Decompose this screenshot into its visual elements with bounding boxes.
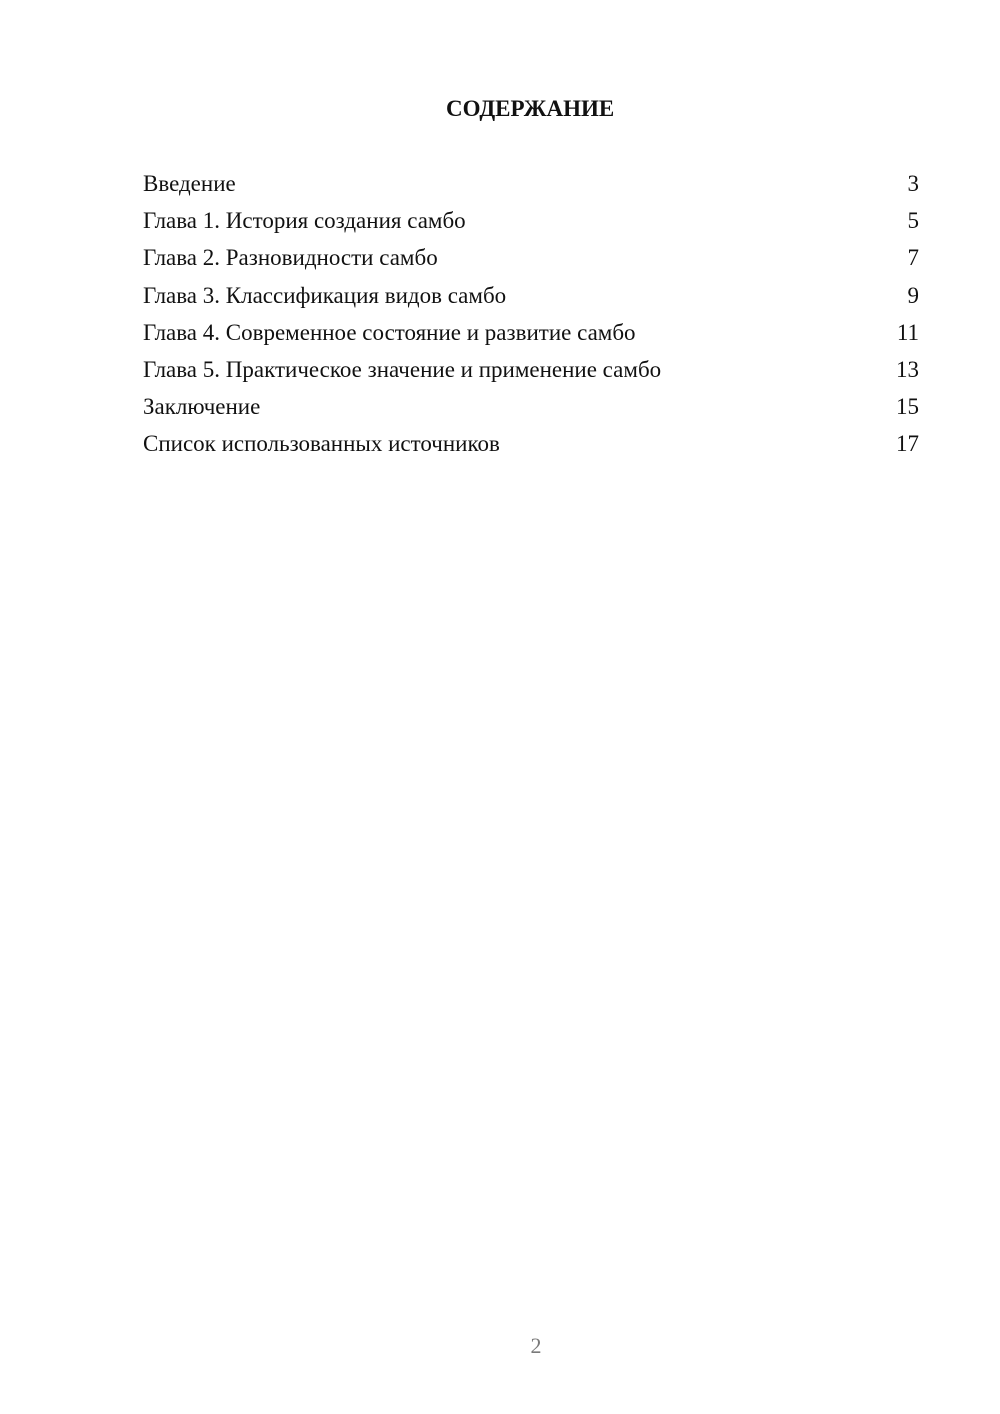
toc-title: СОДЕРЖАНИЕ <box>446 96 615 121</box>
toc-entry-chapter-1 <box>143 206 919 243</box>
toc-entry-introduction <box>143 169 919 206</box>
toc-entry-chapter-3 <box>143 281 919 318</box>
toc-entry-text: Глава 5. Практическое значение и применение самбо <box>143 356 662 382</box>
toc-entry-chapter-5 <box>143 355 919 392</box>
page-number: 2 <box>530 1333 542 1358</box>
toc-entry-chapter-4 <box>143 318 919 355</box>
toc-entry-text: Глава 2. Разновидности самбо <box>143 245 438 271</box>
table-of-contents <box>143 169 919 467</box>
toc-entry-page: 17 <box>896 431 919 457</box>
toc-entry-chapter-2 <box>143 243 919 280</box>
toc-entry-page: 3 <box>907 171 919 196</box>
toc-entry-page: 11 <box>896 319 919 345</box>
toc-entry-text: Глава 4. Современное состояние и развитие самбо <box>143 319 636 345</box>
toc-entry-page: 13 <box>896 356 919 382</box>
toc-entry-conclusion <box>143 392 919 429</box>
toc-entry-page: 15 <box>896 394 919 420</box>
toc-entry-page: 9 <box>907 282 919 308</box>
toc-entry-page: 5 <box>907 208 919 234</box>
toc-entry-text: Заключение <box>143 394 261 420</box>
toc-entry-text: Глава 3. Классификация видов самбо <box>143 282 507 308</box>
toc-entry-text: Список использованных источников <box>143 431 500 457</box>
toc-entry-text: Введение <box>143 171 236 196</box>
toc-entry-text: Глава 1. История создания самбо <box>143 208 466 234</box>
toc-entry-page: 7 <box>907 245 919 271</box>
toc-entry-references <box>143 429 919 466</box>
toc-title-container <box>0 96 1000 126</box>
